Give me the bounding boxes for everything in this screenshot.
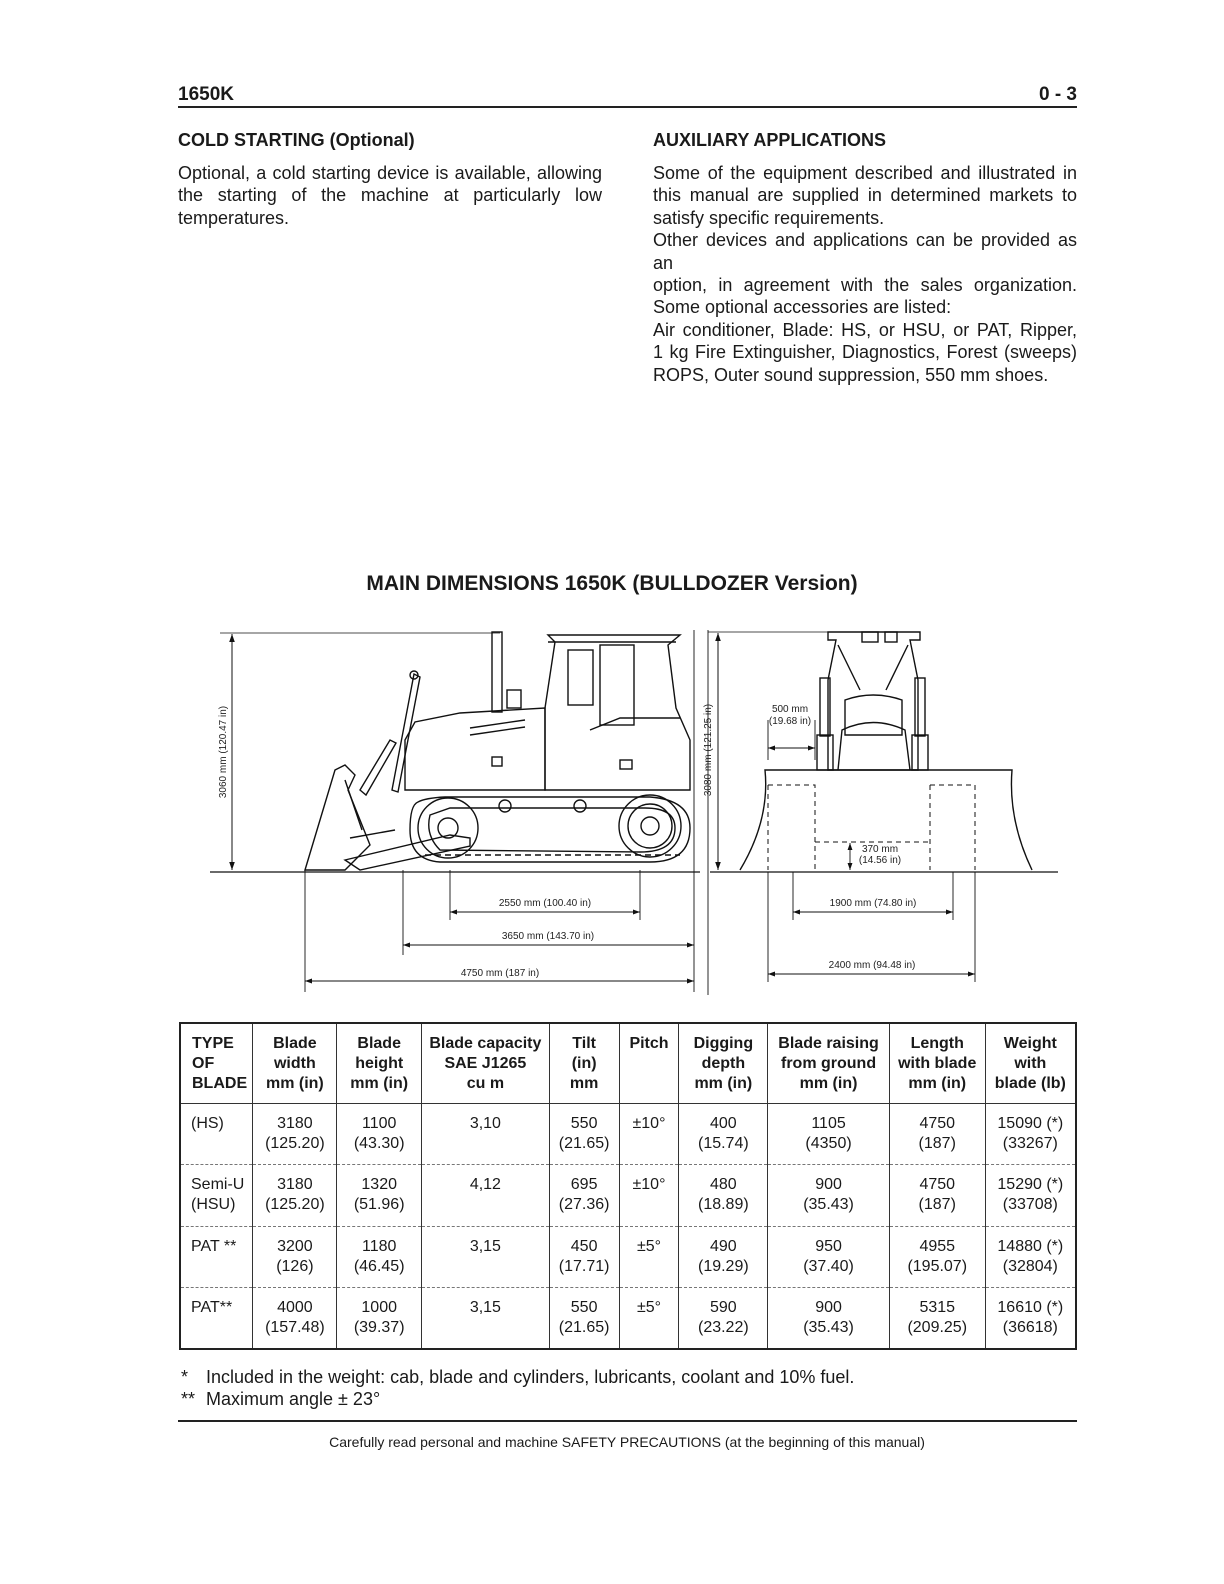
footnote (181, 1366, 854, 1388)
table-cell (180, 1165, 253, 1226)
table-cell-line: (17.71) (558, 1257, 610, 1275)
table-cell-line: (HS) (191, 1115, 224, 1132)
header-page-number: 0 - 3 (1038, 84, 1077, 105)
table-row (180, 1104, 1076, 1165)
table-cell-line: 1105 (811, 1115, 846, 1132)
table-cell (985, 1104, 1076, 1165)
table-cell-line: 1180 (361, 1237, 397, 1255)
footer-rule (178, 1420, 1077, 1422)
table-cell-line: 400 (709, 1115, 737, 1132)
table-cell (337, 1226, 422, 1287)
table-cell (253, 1226, 337, 1287)
column-header-line: TYPE (192, 1035, 234, 1052)
dim-shoe-width: 500 mm (771, 704, 809, 715)
table-cell-line: (35.43) (803, 1196, 854, 1214)
table-cell-line: 16610 (*) (997, 1299, 1064, 1317)
footnotes (181, 1366, 854, 1410)
table-cell-line: (35.43) (803, 1319, 854, 1337)
column-header-line: Length (910, 1035, 964, 1052)
table-cell-line: 3180 (277, 1115, 313, 1132)
dim-track-contact: 2550 mm (100.40 in) (498, 898, 592, 909)
column-header-line: Digging (693, 1035, 754, 1052)
cold-starting-line: the starting of the machine at particularly low (178, 185, 602, 206)
table-cell-line: (187) (918, 1196, 956, 1214)
table-cell-line: (39.37) (353, 1319, 405, 1337)
auxiliary-line: option, in agreement with the sales organization. (653, 275, 1077, 296)
table-cell-line: (32804) (1002, 1257, 1058, 1275)
column-header (889, 1023, 985, 1104)
diagram-title: MAIN DIMENSIONS 1650K (BULLDOZER Version) (366, 572, 858, 595)
table-cell (619, 1288, 679, 1349)
footnote-mark: ** (181, 1389, 196, 1409)
column-header-line: Blade capacity (429, 1035, 542, 1052)
column-header (337, 1023, 422, 1104)
table-cell (337, 1165, 422, 1226)
table-cell (549, 1104, 619, 1165)
auxiliary-line: ROPS, Outer sound suppression, 550 mm shoes. (653, 364, 1049, 385)
table-cell (985, 1288, 1076, 1349)
table-cell-line: (195.07) (907, 1257, 968, 1275)
table-cell-line: (46.45) (353, 1257, 405, 1275)
column-header-line: SAE J1265 (444, 1055, 527, 1072)
column-header-line: mm (569, 1075, 599, 1092)
table-row (180, 1226, 1076, 1287)
table-cell-line: (43.30) (353, 1135, 405, 1152)
dim-track-gauge: 1900 mm (74.80 in) (829, 898, 917, 909)
table-cell-line: PAT** (191, 1299, 233, 1317)
table-cell-line: (27.36) (558, 1196, 610, 1214)
table-cell-line: 1000 (361, 1299, 397, 1317)
column-header (180, 1023, 253, 1104)
dim-track-length: 3650 mm (143.70 in) (501, 931, 595, 942)
table-cell (889, 1104, 985, 1165)
table-cell-line: (126) (276, 1257, 314, 1275)
side-view (210, 632, 700, 872)
table-cell (549, 1288, 619, 1349)
table-cell-line: 590 (709, 1299, 737, 1317)
table-cell (180, 1288, 253, 1349)
column-header-line: Pitch (629, 1035, 669, 1052)
table-cell (985, 1226, 1076, 1287)
column-header (679, 1023, 768, 1104)
table-cell (549, 1165, 619, 1226)
table-cell (422, 1226, 550, 1287)
table-cell-line: 550 (570, 1299, 598, 1317)
column-header-line: height (355, 1055, 404, 1072)
header-model: 1650K (178, 84, 234, 105)
table-cell-line: 1320 (361, 1176, 397, 1194)
table-cell (180, 1226, 253, 1287)
auxiliary-title: AUXILIARY APPLICATIONS (653, 130, 887, 150)
cold-starting-line: Optional, a cold starting device is available, allowing (178, 163, 602, 183)
dim-height-side: 3060 mm (120.47 in) (218, 705, 229, 799)
table-cell (768, 1165, 890, 1226)
blade-spec-table (179, 1022, 1077, 1350)
table-cell (422, 1288, 550, 1349)
table-cell (889, 1226, 985, 1287)
table-cell (337, 1288, 422, 1349)
footnote (181, 1388, 854, 1410)
column-header-line: Blade raising (778, 1035, 879, 1052)
column-header-line: mm (in) (694, 1075, 753, 1092)
table-cell-line: 4750 (919, 1115, 956, 1132)
column-header-line: blade (lb) (994, 1075, 1066, 1092)
table-cell-line: 3,15 (469, 1237, 501, 1255)
column-header (422, 1023, 550, 1104)
table-cell (253, 1104, 337, 1165)
table-cell-line: 3,15 (469, 1299, 501, 1317)
auxiliary-line: Other devices and applications can be provided as an (653, 230, 1077, 273)
table-cell-line: 3200 (277, 1237, 313, 1255)
table-cell (619, 1226, 679, 1287)
table-cell-line: 900 (815, 1299, 842, 1317)
table-cell (180, 1104, 253, 1165)
column-header-line: from ground (781, 1055, 877, 1072)
auxiliary-line: this manual are supplied in determined markets to (653, 185, 1077, 206)
column-header (985, 1023, 1076, 1104)
footnote-mark: * (181, 1367, 189, 1387)
column-header-line: Tilt (572, 1035, 596, 1052)
table-cell-line: ±10° (632, 1176, 666, 1194)
table-cell-line: (21.65) (558, 1319, 610, 1337)
table-cell-line: 900 (815, 1176, 842, 1194)
column-header-line: mm (in) (908, 1075, 967, 1092)
table-cell-line: 950 (815, 1237, 842, 1255)
table-cell-line: (15.74) (697, 1135, 749, 1152)
table-cell-line: (51.96) (353, 1196, 405, 1214)
table-cell-line: (209.25) (907, 1319, 968, 1337)
table-cell-line: 550 (570, 1115, 598, 1132)
front-view (708, 630, 1058, 995)
table-cell-line: 695 (570, 1176, 598, 1194)
table-cell-line: Semi-U (191, 1176, 245, 1194)
table-cell (619, 1165, 679, 1226)
table-cell-line: (21.65) (558, 1135, 610, 1152)
auxiliary-line: Air conditioner, Blade: HS, or HSU, or PAT, Ripper, (653, 319, 1077, 340)
dim-overall-length: 4750 mm (187 in) (460, 968, 540, 979)
footnote-text: Maximum angle ± 23° (206, 1389, 381, 1409)
table-cell (422, 1165, 550, 1226)
column-header-line: depth (701, 1055, 746, 1072)
table-cell (889, 1165, 985, 1226)
column-header-line: OF (192, 1055, 215, 1072)
table-cell (253, 1288, 337, 1349)
table-cell-line: (19.29) (697, 1257, 749, 1275)
auxiliary-line: 1 kg Fire Extinguisher, Diagnostics, Forest (sweeps) (653, 342, 1077, 363)
column-header (253, 1023, 337, 1104)
table-cell-line: 490 (709, 1237, 737, 1255)
table-cell (679, 1288, 768, 1349)
table-cell-line: ±5° (636, 1299, 662, 1317)
column-header-line: Blade (357, 1035, 401, 1052)
table-cell-line: (23.22) (697, 1319, 749, 1337)
table-cell (679, 1165, 768, 1226)
column-header-line: Weight (1003, 1035, 1057, 1052)
table-cell-line: (187) (918, 1135, 956, 1152)
column-header-line: mm (in) (799, 1075, 858, 1092)
table-cell-line: 4,12 (469, 1176, 501, 1194)
table-header-row (180, 1023, 1076, 1104)
column-header-line: mm (in) (350, 1075, 409, 1092)
column-header (768, 1023, 890, 1104)
column-header-line: with blade (898, 1055, 977, 1072)
table-cell (768, 1226, 890, 1287)
auxiliary-line: Some optional accessories are listed: (653, 297, 952, 318)
footer-safety-note: Carefully read personal and machine SAFETY PRECAUTIONS (at the beginning of this manual) (329, 1434, 925, 1450)
column-header-line: with (1014, 1055, 1047, 1072)
auxiliary-line: Some of the equipment described and illustrated in (653, 163, 1077, 183)
table-cell-line: ±10° (632, 1115, 666, 1132)
table-cell (337, 1104, 422, 1165)
table-cell (679, 1104, 768, 1165)
table-cell-line: 450 (570, 1237, 598, 1255)
table-cell-line: (33267) (1002, 1135, 1058, 1152)
table-cell-line: 14880 (*) (997, 1237, 1064, 1255)
table-cell (679, 1226, 768, 1287)
table-cell (889, 1288, 985, 1349)
table-row (180, 1288, 1076, 1349)
table-cell-line: (4350) (805, 1135, 852, 1152)
dim-clearance: 370 mm (861, 844, 899, 855)
table-cell-line: 4750 (919, 1176, 956, 1194)
table-cell (768, 1288, 890, 1349)
dim-clearance-in: (14.56 in) (858, 855, 902, 866)
cold-starting-line: temperatures. (178, 207, 290, 228)
table-cell (253, 1165, 337, 1226)
table-cell-line: 15090 (*) (997, 1115, 1064, 1132)
table-cell (422, 1104, 550, 1165)
column-header-line: BLADE (192, 1075, 248, 1092)
table-cell-line: (HSU) (191, 1196, 236, 1214)
dim-overall-width: 2400 mm (94.48 in) (828, 960, 916, 971)
table-cell-line: 4000 (277, 1299, 313, 1317)
table-cell (619, 1104, 679, 1165)
table-cell-line: (125.20) (265, 1196, 325, 1214)
column-header-line: Blade (273, 1035, 317, 1052)
column-header (619, 1023, 679, 1104)
cold-starting-title: COLD STARTING (Optional) (178, 130, 415, 150)
table-cell-line: PAT ** (191, 1237, 237, 1255)
table-cell-line: 4955 (919, 1237, 956, 1255)
column-header (549, 1023, 619, 1104)
side-dimension-lines (305, 630, 694, 992)
table-cell-line: 5315 (919, 1299, 956, 1317)
table-cell-line: (18.89) (697, 1196, 749, 1214)
table-row (180, 1165, 1076, 1226)
table-cell-line: 15290 (*) (997, 1176, 1064, 1194)
table-cell-line: (157.48) (265, 1319, 325, 1337)
table-cell-line: 480 (709, 1176, 737, 1194)
table-cell (768, 1104, 890, 1165)
table-cell (985, 1165, 1076, 1226)
table-cell-line: 3,10 (469, 1115, 501, 1132)
dim-shoe-width-in: (19.68 in) (768, 716, 812, 727)
table-cell-line: (125.20) (265, 1135, 325, 1152)
auxiliary-line: satisfy specific requirements. (653, 207, 885, 228)
column-header-line: mm (in) (265, 1075, 324, 1092)
table-cell-line: (36618) (1002, 1319, 1058, 1337)
column-header-line: cu m (466, 1075, 505, 1092)
table-cell-line: 1100 (361, 1115, 397, 1132)
table-cell (549, 1226, 619, 1287)
table-cell-line: 3180 (277, 1176, 313, 1194)
footnote-text: Included in the weight: cab, blade and cylinders, lubricants, coolant and 10% fuel. (206, 1367, 855, 1387)
table-cell-line: ±5° (636, 1237, 662, 1255)
dim-height-front: 3080 mm (121.25 in) (703, 703, 714, 797)
table-cell-line: (33708) (1002, 1196, 1058, 1214)
column-header-line: width (273, 1055, 316, 1072)
column-header-line: (in) (571, 1055, 597, 1072)
table-cell-line: (37.40) (803, 1257, 854, 1275)
